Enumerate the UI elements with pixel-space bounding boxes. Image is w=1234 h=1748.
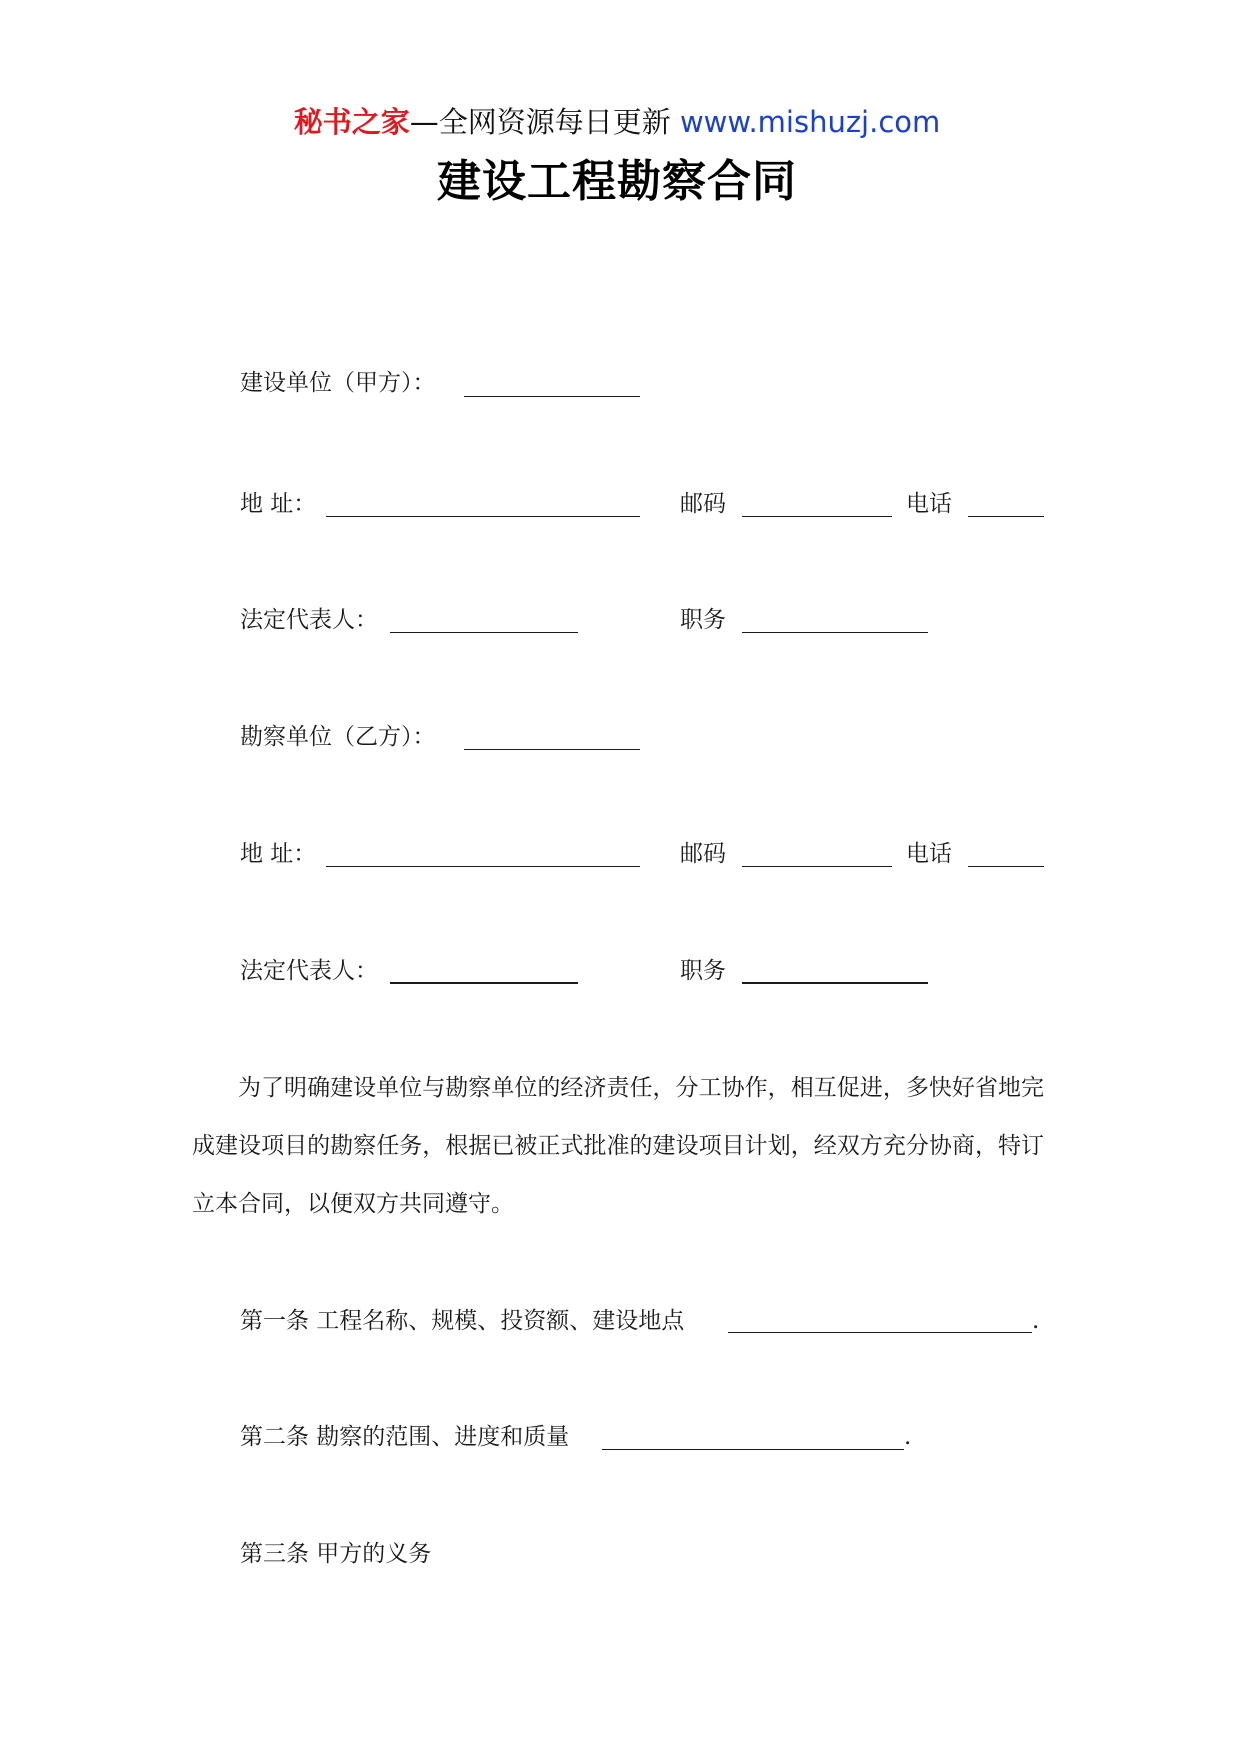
party-a-position-label: 职务 (680, 607, 726, 633)
party-b-address-field[interactable] (326, 866, 640, 867)
party-b-phone-field[interactable] (968, 866, 1044, 867)
party-a-address-field[interactable] (326, 516, 640, 517)
party-b-position-label: 职务 (680, 958, 726, 984)
party-a-phone-field[interactable] (968, 516, 1044, 517)
article-3-label: 第三条 甲方的义务 (240, 1541, 432, 1567)
article-2-end: . (904, 1424, 912, 1450)
article-1-end: . (1032, 1308, 1040, 1334)
party-b-postcode-label: 邮码 (680, 841, 726, 867)
site-tagline: —全网资源每日更新 (409, 105, 680, 139)
article-2-field[interactable] (602, 1449, 904, 1450)
site-url-link[interactable]: www.mishuzj.com (679, 105, 941, 139)
site-brand: 秘书之家 (293, 105, 410, 139)
party-a-address-label: 地 址： (240, 491, 317, 517)
party-b-postcode-field[interactable] (742, 866, 892, 867)
party-a-postcode-field[interactable] (742, 516, 892, 517)
party-b-phone-label: 电话 (906, 841, 952, 867)
party-a-unit-field[interactable] (464, 396, 640, 397)
party-a-postcode-label: 邮码 (680, 491, 726, 517)
party-a-phone-label: 电话 (906, 491, 952, 517)
party-a-unit-label: 建设单位（甲方）： (240, 370, 436, 396)
site-header (0, 102, 1234, 142)
document-title: 建设工程勘察合同 (437, 156, 797, 207)
article-2-label: 第二条 勘察的范围、进度和质量 (240, 1424, 570, 1450)
preamble-text: 为了明确建设单位与勘察单位的经济责任，分工协作，相互促进，多快好省地完成建设项目的勘察任务，根据已被正式批准的建设项目计划，经双方充分协商，特订立本合同，以便双方共同遵守。 (192, 1075, 1044, 1217)
party-a-rep-label: 法定代表人： (240, 607, 378, 633)
party-b-address-label: 地 址： (240, 841, 317, 867)
article-1-label: 第一条 工程名称、规模、投资额、建设地点 (240, 1308, 685, 1334)
party-b-unit-label: 勘察单位（乙方）： (240, 724, 436, 750)
party-a-rep-field[interactable] (390, 632, 578, 633)
party-b-rep-field[interactable] (390, 982, 578, 984)
party-b-position-field[interactable] (742, 982, 928, 984)
party-b-rep-label: 法定代表人： (240, 958, 378, 984)
preamble-paragraph (192, 1059, 1044, 1233)
article-1-field[interactable] (728, 1332, 1032, 1333)
party-a-position-field[interactable] (742, 632, 928, 633)
party-b-unit-field[interactable] (464, 749, 640, 750)
